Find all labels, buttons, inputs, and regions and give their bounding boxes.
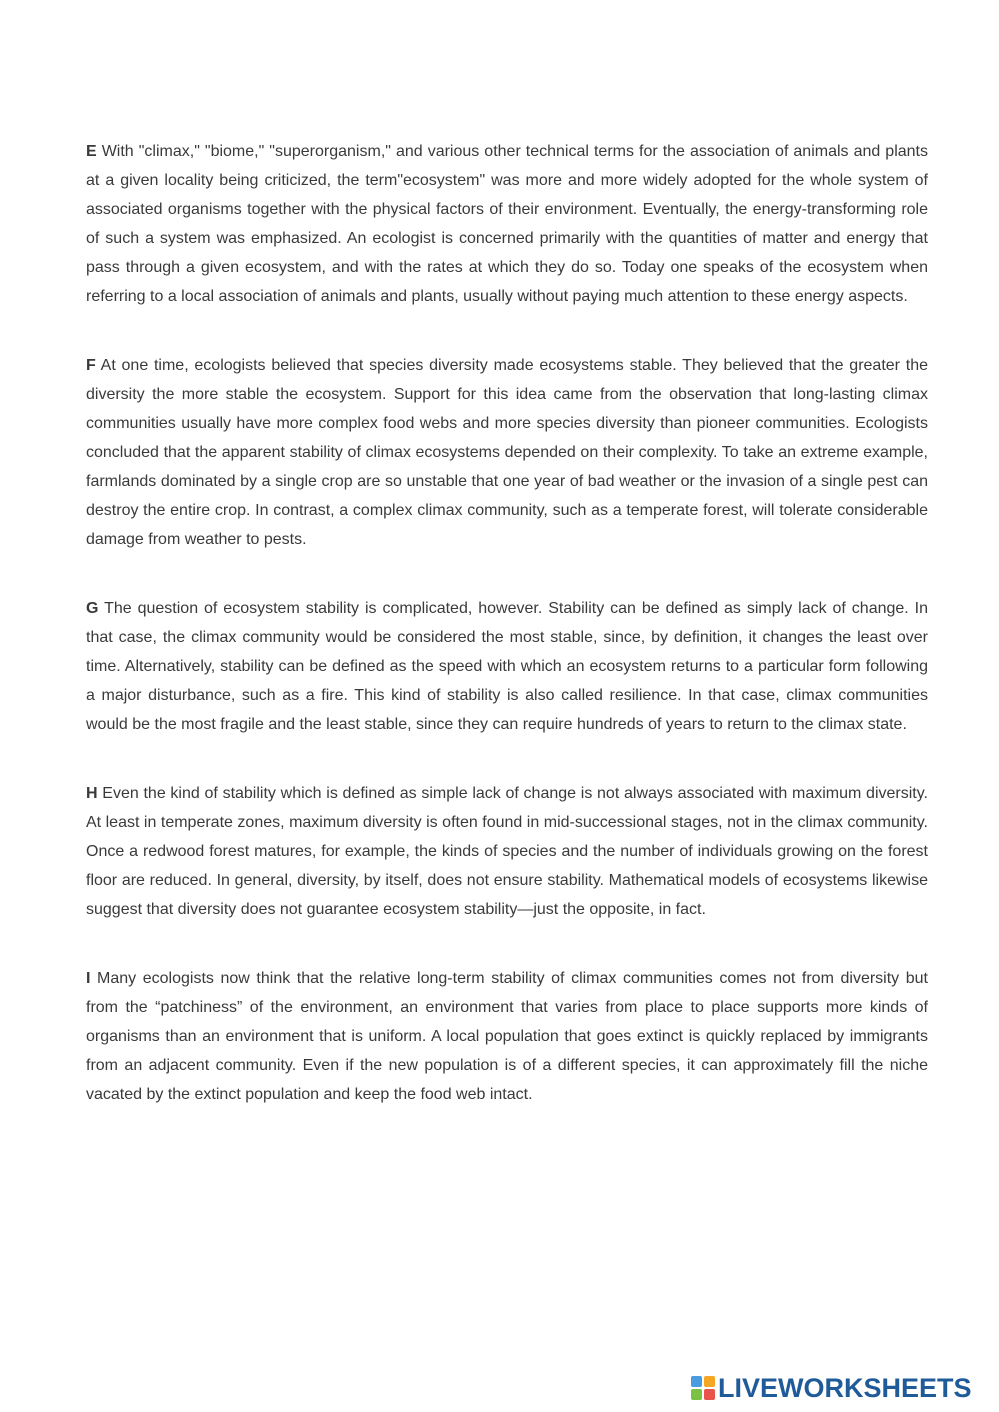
logo-square	[691, 1389, 702, 1400]
logo-square	[704, 1376, 715, 1387]
paragraph-i	[86, 964, 928, 1109]
paragraph-f	[86, 351, 928, 554]
document-body	[86, 137, 928, 1149]
paragraph-letter: G	[86, 600, 99, 617]
paragraph-text: With "climax," "biome," "superorganism," and various other technical terms for the association of animals and plants at a given locality being criticized, the term"ecosystem" was more and more widely adopted for the whole system of associated organisms together with the physical factors of their environment. Eventually, the energy-transforming role of such a system was emphasized. An ecologist is concerned primarily with the quantities of matter and energy that pass through a given ecosystem, and with the rates at which they do so. Today one speaks of the ecosystem when referring to a local association of animals and plants, usually without paying much attention to these energy aspects.	[86, 143, 928, 305]
paragraph-text: Many ecologists now think that the relative long-term stability of climax communities comes not from diversity but from the “patchiness” of the environment, an environment that varies from place to place supports more kinds of organisms than an environment that is uniform. A local population that goes extinct is quickly replaced by immigrants from an adjacent community. Even if the new population is of a different species, it can approximately fill the niche vacated by the extinct population and keep the food web intact.	[86, 970, 928, 1103]
logo-text: LIVEWORKSHEETS	[718, 1373, 972, 1403]
liveworksheets-logo[interactable]	[691, 1374, 972, 1402]
paragraph-letter: H	[86, 785, 98, 802]
paragraph-e	[86, 137, 928, 311]
paragraph-letter: F	[86, 357, 96, 374]
paragraph-letter: I	[86, 970, 91, 987]
paragraph-letter: E	[86, 143, 97, 160]
paragraph-g	[86, 594, 928, 739]
paragraph-text: Even the kind of stability which is defined as simple lack of change is not always associated with maximum diversity. At least in temperate zones, maximum diversity is often found in mid-successional stages, not in the climax community. Once a redwood forest matures, for example, the kinds of species and the number of individuals growing on the forest floor are reduced. In general, diversity, by itself, does not ensure stability. Mathematical models of ecosystems likewise suggest that diversity does not guarantee ecosystem stability—just the opposite, in fact.	[86, 785, 928, 918]
logo-square	[704, 1389, 715, 1400]
logo-square	[691, 1376, 702, 1387]
liveworksheets-logo-icon	[691, 1376, 715, 1400]
paragraph-h	[86, 779, 928, 924]
paragraph-text: The question of ecosystem stability is complicated, however. Stability can be defined as simply lack of change. In that case, the climax community would be considered the most stable, since, by definition, it changes the least over time. Alternatively, stability can be defined as the speed with which an ecosystem returns to a particular form following a major disturbance, such as a fire. This kind of stability is also called resilience. In that case, climax communities would be the most fragile and the least stable, since they can require hundreds of years to return to the climax state.	[86, 600, 929, 733]
paragraph-text: At one time, ecologists believed that species diversity made ecosystems stable. They believed that the greater the diversity the more stable the ecosystem. Support for this idea came from the observation that long-lasting climax communities usually have more complex food webs and more species diversity than pioneer communities. Ecologists concluded that the apparent stability of climax ecosystems depended on their complexity. To take an extreme example, farmlands dominated by a single crop are so unstable that one year of bad weather or the invasion of a single pest can destroy the entire crop. In contrast, a complex climax community, such as a temperate forest, will tolerate considerable damage from weather to pests.	[86, 357, 929, 548]
